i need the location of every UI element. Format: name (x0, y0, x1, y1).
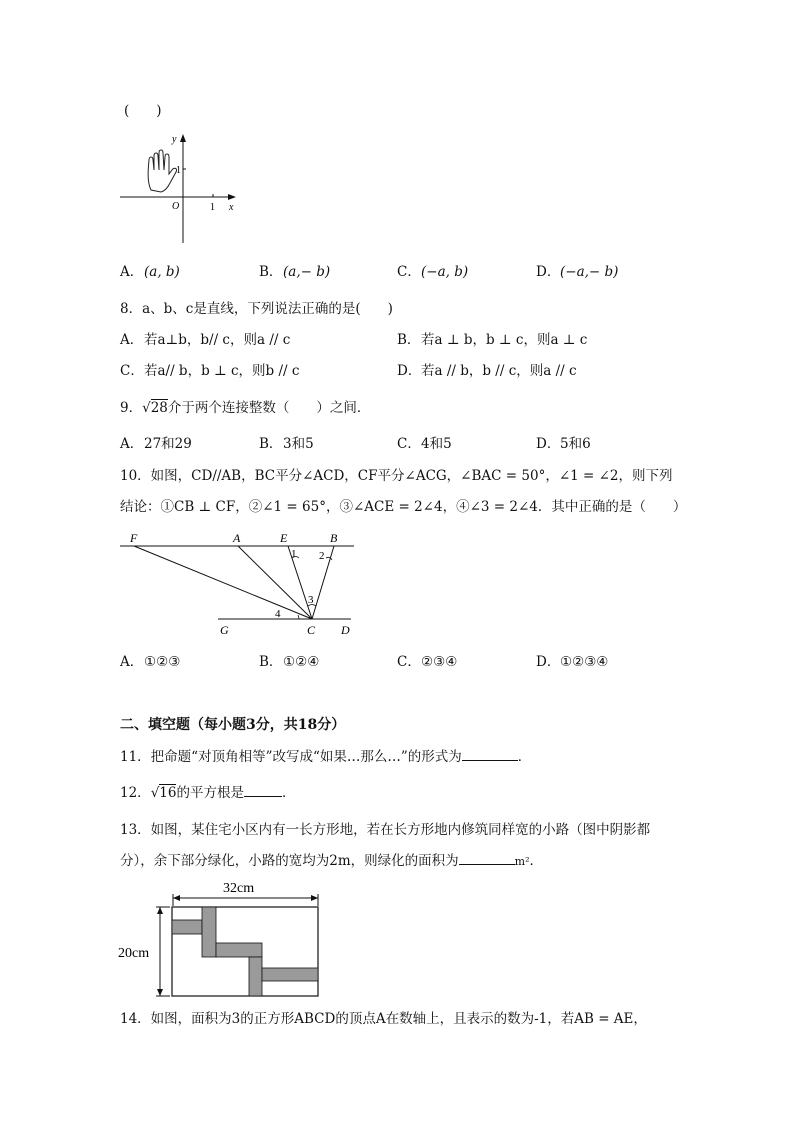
q12-radicand: 16 (159, 785, 177, 801)
q10-angle-2: 2 (319, 550, 325, 562)
q13-answer-blank (459, 852, 515, 865)
q8-option-a-label: A． (120, 332, 144, 348)
hand-icon (148, 150, 176, 192)
q9-option-a-text: 27和29 (144, 436, 192, 452)
q12-answer-blank (244, 784, 282, 797)
q10-option-b-label: B． (259, 654, 283, 670)
q9-number: 9． (120, 400, 143, 416)
q8-option-b-label: B． (397, 332, 421, 348)
q13-end: ． (529, 853, 543, 869)
q7-option-b-text: (a,− b) (283, 264, 331, 280)
q14-stem-line1: 14．如图，面积为3的正方形ABCD的顶点A在数轴上，且表示的数为-1，若AB = AE， (120, 1011, 647, 1027)
q7-option-a-label: A． (120, 264, 144, 280)
q10-option-a-text: ①②③ (144, 654, 181, 670)
q7-origin-label: O (172, 201, 180, 212)
q9-stem-text: 介于两个连接整数（ ）之间． (167, 400, 371, 416)
q7-x-axis-label: x (229, 202, 234, 213)
sqrt-icon: √ (150, 785, 160, 801)
q7-y-axis-label: y (172, 134, 177, 145)
q11-stem (120, 748, 531, 766)
q9-stem (120, 399, 370, 417)
q7-option-c-text: (−a, b) (421, 264, 469, 280)
q13-height-label: 20cm (118, 946, 150, 961)
q13-unit: m² (514, 855, 530, 868)
q10-option-c-label: C． (397, 654, 421, 670)
q9-option-b-label: B． (259, 436, 283, 452)
q7-answer-paren: ( ) (124, 103, 162, 119)
q11-text: 11．把命题“对顶角相等”改写成“如果…那么…”的形式为 (120, 749, 462, 765)
q7-option-b-label: B． (259, 264, 283, 280)
q9-option-d-text: 5和6 (560, 436, 591, 452)
q9-option-d-label: D． (536, 436, 561, 452)
q7-y-tick-label: 1 (176, 165, 181, 176)
q8-option-c-text: 若a// b，b ⊥ c，则b // c (144, 363, 300, 379)
q8-option-b-text: 若a ⊥ b，b ⊥ c，则a ⊥ c (421, 332, 588, 348)
q10-option-a-label: A． (120, 654, 144, 670)
q7-option-a-text: (a, b) (144, 264, 180, 280)
q10-angle-3: 3 (308, 594, 314, 606)
q10-point-g: G (220, 623, 229, 637)
q13-stem-line2 (120, 852, 543, 871)
q8-option-a-text: 若a⊥b，b// c，则a // c (144, 332, 291, 348)
q7-option-d-text: (−a,− b) (560, 264, 619, 280)
q10-option-c-text: ②③④ (421, 654, 458, 670)
q9-radicand: 28 (150, 400, 168, 416)
q11-end: ． (517, 749, 532, 765)
q10-point-a: A (233, 531, 241, 545)
q10-stem-line1: 10．如图，CD//AB，BC平分∠ACD，CF平分∠ACG，∠BAC = 50°，∠1 = ∠2，则下列 (120, 468, 673, 484)
q12-number: 12． (120, 785, 151, 801)
q9-option-b-text: 3和5 (283, 436, 314, 452)
q13-stem-line1: 13．如图，某住宅小区内有一长方形地，若在长方形地内修筑同样宽的小路（图中阴影都 (120, 822, 651, 838)
q10-angle-1: 1 (291, 548, 297, 560)
q10-angle-4: 4 (275, 608, 281, 620)
q12-text: 的平方根是 (176, 785, 244, 801)
q7-option-c-label: C． (397, 264, 421, 280)
q13-width-label: 32cm (223, 881, 255, 896)
q10-point-b: B (330, 531, 338, 545)
q10-option-d-label: D． (536, 654, 561, 670)
q10-point-c: C (307, 623, 316, 637)
q8-option-c-label: C． (120, 363, 144, 379)
q10-geometry-figure (118, 528, 368, 638)
q13-rectangle-figure (118, 880, 338, 1000)
q7-x-tick-label: 1 (210, 202, 215, 213)
q9-option-c-label: C． (397, 436, 421, 452)
section-2-title: 二、填空题（每小题3分，共18分） (120, 717, 346, 733)
q8-stem: 8．a、b、c是直线，下列说法正确的是( ) (120, 301, 393, 317)
q7-coordinate-figure (118, 130, 248, 245)
q7-option-d-label: D． (536, 264, 561, 280)
q11-answer-blank (462, 748, 518, 761)
q8-option-d-text: 若a // b，b // c，则a // c (421, 363, 577, 379)
sqrt-icon: √ (142, 400, 151, 416)
q9-option-a-label: A． (120, 436, 144, 452)
q8-option-d-label: D． (397, 363, 422, 379)
q10-point-d: D (341, 623, 350, 637)
q9-option-c-text: 4和5 (421, 436, 452, 452)
q10-stem-line2: 结论：①CB ⊥ CF，②∠1 = 65°，③∠ACE = 2∠4，④∠3 = 2∠4．其中正确的是（ ） (120, 499, 687, 515)
q10-point-e: E (280, 531, 288, 545)
q13-text: 分），余下部分绿化，小路的宽均为2m，则绿化的面积为 (120, 853, 459, 869)
q10-point-f: F (130, 531, 138, 545)
q10-option-d-text: ①②③④ (560, 654, 609, 670)
q12-end: ． (281, 785, 296, 801)
q10-option-b-text: ①②④ (283, 654, 320, 670)
q12-stem (120, 784, 295, 802)
